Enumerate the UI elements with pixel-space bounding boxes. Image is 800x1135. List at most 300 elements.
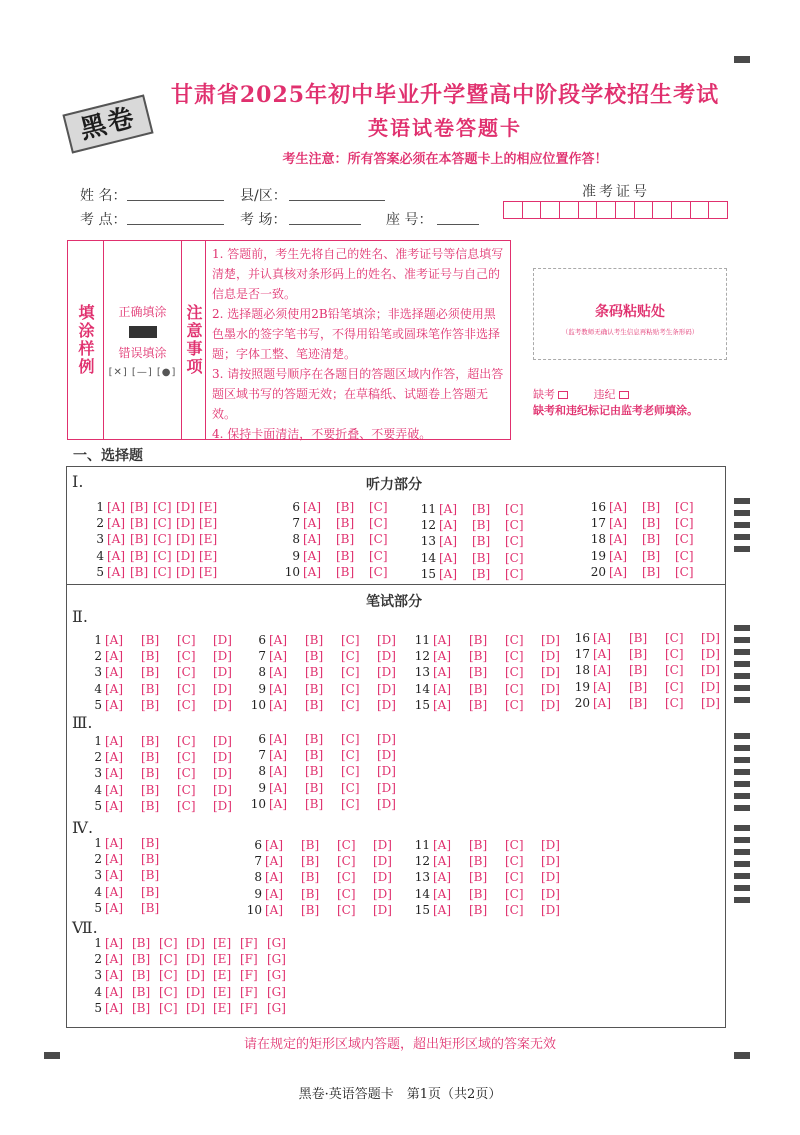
answer-option-b[interactable]: [B] [141, 836, 160, 850]
answer-option-c[interactable]: [C] [505, 649, 524, 664]
answer-option-c[interactable]: [C] [159, 952, 178, 967]
answer-option-d[interactable]: [D] [377, 732, 396, 746]
answer-option-a[interactable]: [A] [269, 633, 288, 647]
admission-digit-cell[interactable] [579, 202, 598, 218]
answer-option-b[interactable]: [B] [141, 750, 160, 765]
answer-option-d[interactable]: [D] [701, 679, 720, 694]
answer-option-b[interactable]: [B] [305, 748, 324, 763]
answer-option-c[interactable]: [C] [341, 780, 360, 795]
admission-digit-cell[interactable] [653, 202, 672, 218]
answer-option-c[interactable]: [C] [369, 516, 388, 531]
answer-option-a[interactable]: [A] [609, 516, 628, 531]
answer-option-e[interactable]: [E] [213, 984, 232, 999]
answer-option-a[interactable]: [A] [269, 796, 288, 811]
answer-option-b[interactable]: [B] [141, 798, 160, 813]
answer-option-c[interactable]: [C] [675, 500, 694, 514]
answer-option-c[interactable]: [C] [505, 566, 524, 581]
answer-option-a[interactable]: [A] [265, 902, 284, 917]
answer-option-a[interactable]: [A] [439, 550, 458, 565]
answer-option-b[interactable]: [B] [642, 516, 661, 531]
answer-option-c[interactable]: [C] [153, 516, 172, 531]
answer-option-d[interactable]: [D] [186, 968, 205, 983]
answer-option-a[interactable]: [A] [433, 665, 452, 680]
answer-option-a[interactable]: [A] [303, 516, 322, 531]
answer-option-b[interactable]: [B] [141, 697, 160, 712]
answer-option-a[interactable]: [A] [265, 886, 284, 901]
answer-option-a[interactable]: [A] [593, 695, 612, 710]
answer-option-a[interactable]: [A] [105, 836, 124, 850]
answer-option-a[interactable]: [A] [107, 564, 126, 579]
answer-option-d[interactable]: [D] [541, 854, 560, 869]
answer-option-a[interactable]: [A] [265, 854, 284, 869]
answer-option-c[interactable]: [C] [341, 732, 360, 746]
answer-option-a[interactable]: [A] [105, 766, 124, 781]
answer-option-c[interactable]: [C] [337, 870, 356, 885]
answer-option-c[interactable]: [C] [341, 697, 360, 712]
answer-option-c[interactable]: [C] [159, 968, 178, 983]
answer-option-d[interactable]: [D] [377, 780, 396, 795]
answer-option-b[interactable]: [B] [629, 695, 648, 710]
admission-digit-cell[interactable] [691, 202, 710, 218]
answer-option-b[interactable]: [B] [472, 566, 491, 581]
answer-option-a[interactable]: [A] [105, 936, 124, 950]
answer-option-d[interactable]: [D] [213, 782, 232, 797]
answer-option-f[interactable]: [F] [240, 1000, 258, 1015]
answer-option-c[interactable]: [C] [153, 500, 172, 514]
answer-option-d[interactable]: [D] [213, 798, 232, 813]
answer-option-c[interactable]: [C] [369, 532, 388, 547]
answer-option-a[interactable]: [A] [433, 870, 452, 885]
answer-option-d[interactable]: [D] [541, 886, 560, 901]
answer-option-b[interactable]: [B] [336, 548, 355, 563]
answer-option-d[interactable]: [D] [377, 764, 396, 779]
timing-mark [734, 745, 750, 751]
answer-option-c[interactable]: [C] [153, 564, 172, 579]
answer-option-c[interactable]: [C] [177, 649, 196, 664]
answer-option-a[interactable]: [A] [107, 532, 126, 547]
answer-option-b[interactable]: [B] [301, 854, 320, 869]
admission-digit-cell[interactable] [597, 202, 616, 218]
question-number: 6 [292, 500, 300, 514]
answer-option-c[interactable]: [C] [177, 633, 196, 647]
answer-option-a[interactable]: [A] [433, 697, 452, 712]
answer-option-b[interactable]: [B] [469, 886, 488, 901]
answer-option-c[interactable]: [C] [505, 697, 524, 712]
answer-option-c[interactable]: [C] [505, 534, 524, 549]
answer-option-b[interactable]: [B] [305, 665, 324, 680]
answer-option-b[interactable]: [B] [472, 534, 491, 549]
admission-number-boxes[interactable] [503, 201, 728, 219]
answer-option-c[interactable]: [C] [665, 663, 684, 678]
answer-option-a[interactable]: [A] [303, 548, 322, 563]
answer-option-a[interactable]: [A] [105, 798, 124, 813]
answer-option-a[interactable]: [A] [269, 780, 288, 795]
answer-option-d[interactable]: [D] [213, 633, 232, 647]
answer-option-a[interactable]: [A] [593, 663, 612, 678]
answer-option-b[interactable]: [B] [141, 884, 160, 899]
admission-digit-cell[interactable] [541, 202, 560, 218]
answer-option-a[interactable]: [A] [439, 534, 458, 549]
answer-option-e[interactable]: [E] [213, 952, 232, 967]
answer-option-a[interactable]: [A] [433, 633, 452, 647]
answer-option-c[interactable]: [C] [675, 516, 694, 531]
answer-option-g[interactable]: [G] [267, 952, 286, 967]
answer-option-c[interactable]: [C] [341, 633, 360, 647]
answer-option-f[interactable]: [F] [240, 984, 258, 999]
answer-option-c[interactable]: [C] [159, 984, 178, 999]
answer-option-d[interactable]: [D] [373, 854, 392, 869]
answer-option-c[interactable]: [C] [675, 532, 694, 547]
answer-option-c[interactable]: [C] [675, 564, 694, 579]
answer-option-a[interactable]: [A] [269, 681, 288, 696]
answer-option-b[interactable]: [B] [336, 564, 355, 579]
answer-option-b[interactable]: [B] [141, 681, 160, 696]
answer-option-a[interactable]: [A] [593, 647, 612, 662]
answer-option-b[interactable]: [B] [141, 900, 160, 915]
answer-option-a[interactable]: [A] [105, 649, 124, 664]
answer-option-a[interactable]: [A] [105, 900, 124, 915]
answer-option-c[interactable]: [C] [153, 532, 172, 547]
answer-option-c[interactable]: [C] [369, 564, 388, 579]
answer-option-b[interactable]: [B] [132, 984, 151, 999]
answer-option-b[interactable]: [B] [629, 647, 648, 662]
answer-option-b[interactable]: [B] [629, 631, 648, 645]
answer-option-a[interactable]: [A] [433, 902, 452, 917]
admission-digit-cell[interactable] [523, 202, 542, 218]
answer-option-b[interactable]: [B] [629, 679, 648, 694]
answer-option-b[interactable]: [B] [336, 532, 355, 547]
answer-option-c[interactable]: [C] [177, 782, 196, 797]
answer-option-c[interactable]: [C] [341, 649, 360, 664]
question-row [80, 835, 177, 851]
violation-checkbox[interactable] [619, 391, 629, 399]
answer-option-d[interactable]: [D] [701, 663, 720, 678]
answer-option-a[interactable]: [A] [303, 500, 322, 514]
exam-site-field[interactable] [127, 224, 224, 225]
answer-option-b[interactable]: [B] [472, 502, 491, 516]
admission-digit-cell[interactable] [560, 202, 579, 218]
answer-option-a[interactable]: [A] [433, 649, 452, 664]
answer-option-b[interactable]: [B] [469, 697, 488, 712]
answer-option-c[interactable]: [C] [505, 838, 524, 852]
answer-option-c[interactable]: [C] [505, 886, 524, 901]
admission-digit-cell[interactable] [635, 202, 654, 218]
answer-option-g[interactable]: [G] [267, 968, 286, 983]
answer-option-c[interactable]: [C] [177, 766, 196, 781]
answer-option-b[interactable]: [B] [141, 633, 160, 647]
answer-option-e[interactable]: [E] [199, 564, 218, 579]
answer-option-a[interactable]: [A] [105, 782, 124, 797]
answer-option-d[interactable]: [D] [176, 516, 195, 531]
answer-option-g[interactable]: [G] [267, 1000, 286, 1015]
answer-option-d[interactable]: [D] [377, 649, 396, 664]
answer-option-d[interactable]: [D] [541, 902, 560, 917]
answer-option-a[interactable]: [A] [105, 633, 124, 647]
answer-option-b[interactable]: [B] [130, 548, 149, 563]
answer-option-a[interactable]: [A] [609, 548, 628, 563]
answer-option-b[interactable]: [B] [469, 681, 488, 696]
answer-option-a[interactable]: [A] [105, 734, 124, 748]
answer-option-a[interactable]: [A] [105, 697, 124, 712]
answer-option-b[interactable]: [B] [305, 780, 324, 795]
answer-option-g[interactable]: [G] [267, 984, 286, 999]
answer-option-b[interactable]: [B] [301, 838, 320, 852]
answer-option-f[interactable]: [F] [240, 936, 258, 950]
answer-option-b[interactable]: [B] [305, 796, 324, 811]
answer-option-e[interactable]: [E] [213, 968, 232, 983]
answer-option-d[interactable]: [D] [213, 734, 232, 748]
answer-option-a[interactable]: [A] [265, 870, 284, 885]
answer-option-b[interactable]: [B] [132, 936, 151, 950]
answer-option-d[interactable]: [D] [377, 681, 396, 696]
answer-option-a[interactable]: [A] [433, 886, 452, 901]
answer-option-b[interactable]: [B] [141, 852, 160, 867]
answer-option-a[interactable]: [A] [303, 532, 322, 547]
answer-option-e[interactable]: [E] [213, 1000, 232, 1015]
answer-option-b[interactable]: [B] [301, 902, 320, 917]
answer-option-d[interactable]: [D] [373, 902, 392, 917]
answer-option-c[interactable]: [C] [341, 681, 360, 696]
answer-option-d[interactable]: [D] [701, 647, 720, 662]
answer-option-c[interactable]: [C] [665, 631, 684, 645]
answer-option-c[interactable]: [C] [665, 679, 684, 694]
answer-option-b[interactable]: [B] [336, 500, 355, 514]
absent-checkbox[interactable] [558, 391, 568, 399]
answer-option-a[interactable]: [A] [269, 732, 288, 746]
answer-option-c[interactable]: [C] [675, 548, 694, 563]
answer-option-c[interactable]: [C] [505, 550, 524, 565]
answer-option-c[interactable]: [C] [159, 1000, 178, 1015]
answer-option-a[interactable]: [A] [433, 854, 452, 869]
answer-option-b[interactable]: [B] [305, 681, 324, 696]
answer-option-d[interactable]: [D] [541, 665, 560, 680]
answer-option-b[interactable]: [B] [305, 697, 324, 712]
answer-option-b[interactable]: [B] [132, 968, 151, 983]
answer-option-b[interactable]: [B] [130, 500, 149, 514]
answer-option-b[interactable]: [B] [301, 886, 320, 901]
answer-option-c[interactable]: [C] [369, 548, 388, 563]
answer-option-d[interactable]: [D] [213, 649, 232, 664]
answer-option-d[interactable]: [D] [701, 631, 720, 645]
seat-field[interactable] [437, 224, 479, 225]
answer-option-a[interactable]: [A] [439, 502, 458, 516]
answer-option-d[interactable]: [D] [701, 695, 720, 710]
answer-option-b[interactable]: [B] [469, 870, 488, 885]
answer-option-b[interactable]: [B] [132, 1000, 151, 1015]
answer-option-b[interactable]: [B] [130, 516, 149, 531]
answer-option-e[interactable]: [E] [199, 500, 218, 514]
question-group [80, 632, 249, 713]
admission-digit-cell[interactable] [709, 202, 727, 218]
answer-option-b[interactable]: [B] [642, 532, 661, 547]
answer-option-b[interactable]: [B] [469, 649, 488, 664]
answer-option-b[interactable]: [B] [642, 500, 661, 514]
answer-option-d[interactable]: [D] [541, 681, 560, 696]
answer-option-a[interactable]: [A] [107, 548, 126, 563]
answer-option-c[interactable]: [C] [337, 886, 356, 901]
answer-option-c[interactable]: [C] [341, 665, 360, 680]
answer-option-a[interactable]: [A] [105, 984, 124, 999]
answer-option-d[interactable]: [D] [541, 870, 560, 885]
answer-option-b[interactable]: [B] [141, 782, 160, 797]
answer-option-b[interactable]: [B] [141, 649, 160, 664]
answer-option-c[interactable]: [C] [505, 854, 524, 869]
answer-option-d[interactable]: [D] [377, 633, 396, 647]
answer-option-c[interactable]: [C] [341, 748, 360, 763]
answer-option-b[interactable]: [B] [301, 870, 320, 885]
answer-option-a[interactable]: [A] [269, 665, 288, 680]
answer-option-b[interactable]: [B] [469, 665, 488, 680]
answer-option-c[interactable]: [C] [341, 796, 360, 811]
answer-option-b[interactable]: [B] [141, 868, 160, 883]
answer-option-c[interactable]: [C] [177, 665, 196, 680]
answer-option-d[interactable]: [D] [213, 697, 232, 712]
answer-option-c[interactable]: [C] [177, 734, 196, 748]
answer-option-d[interactable]: [D] [541, 838, 560, 852]
answer-option-c[interactable]: [C] [505, 502, 524, 516]
answer-option-d[interactable]: [D] [377, 697, 396, 712]
answer-option-a[interactable]: [A] [433, 681, 452, 696]
answer-option-c[interactable]: [C] [369, 500, 388, 514]
answer-option-b[interactable]: [B] [130, 532, 149, 547]
answer-option-b[interactable]: [B] [472, 518, 491, 533]
answer-option-d[interactable]: [D] [541, 633, 560, 647]
answer-option-d[interactable]: [D] [373, 838, 392, 852]
answer-option-c[interactable]: [C] [505, 902, 524, 917]
answer-option-b[interactable]: [B] [642, 564, 661, 579]
answer-option-c[interactable]: [C] [177, 750, 196, 765]
answer-option-d[interactable]: [D] [176, 548, 195, 563]
answer-option-c[interactable]: [C] [505, 665, 524, 680]
answer-option-c[interactable]: [C] [505, 870, 524, 885]
answer-option-a[interactable]: [A] [105, 750, 124, 765]
answer-option-a[interactable]: [A] [269, 649, 288, 664]
answer-option-b[interactable]: [B] [469, 838, 488, 852]
answer-option-d[interactable]: [D] [377, 748, 396, 763]
answer-option-a[interactable]: [A] [107, 516, 126, 531]
answer-option-b[interactable]: [B] [336, 516, 355, 531]
answer-option-a[interactable]: [A] [609, 564, 628, 579]
answer-option-d[interactable]: [D] [373, 886, 392, 901]
answer-option-d[interactable]: [D] [176, 500, 195, 514]
answer-option-d[interactable]: [D] [176, 532, 195, 547]
answer-option-e[interactable]: [E] [199, 516, 218, 531]
answer-option-b[interactable]: [B] [141, 734, 160, 748]
answer-option-e[interactable]: [E] [199, 532, 218, 547]
answer-option-c[interactable]: [C] [337, 902, 356, 917]
answer-option-a[interactable]: [A] [265, 838, 284, 852]
answer-option-d[interactable]: [D] [186, 936, 205, 950]
answer-option-a[interactable]: [A] [303, 564, 322, 579]
answer-option-d[interactable]: [D] [186, 1000, 205, 1015]
admission-digit-cell[interactable] [616, 202, 635, 218]
exam-room-field[interactable] [289, 224, 361, 225]
answer-option-g[interactable]: [G] [267, 936, 286, 950]
answer-option-c[interactable]: [C] [177, 681, 196, 696]
answer-option-e[interactable]: [E] [213, 936, 232, 950]
answer-option-a[interactable]: [A] [105, 968, 124, 983]
answer-option-c[interactable]: [C] [337, 838, 356, 852]
answer-option-f[interactable]: [F] [240, 952, 258, 967]
answer-option-b[interactable]: [B] [642, 548, 661, 563]
answer-option-d[interactable]: [D] [541, 649, 560, 664]
answer-option-d[interactable]: [D] [541, 697, 560, 712]
answer-option-a[interactable]: [A] [105, 852, 124, 867]
answer-option-c[interactable]: [C] [341, 764, 360, 779]
answer-option-a[interactable]: [A] [269, 697, 288, 712]
answer-option-a[interactable]: [A] [105, 884, 124, 899]
answer-option-d[interactable]: [D] [213, 681, 232, 696]
answer-option-c[interactable]: [C] [665, 695, 684, 710]
answer-option-b[interactable]: [B] [130, 564, 149, 579]
answer-option-a[interactable]: [A] [439, 566, 458, 581]
county-field[interactable] [289, 200, 385, 201]
answer-option-b[interactable]: [B] [469, 854, 488, 869]
answer-option-a[interactable]: [A] [107, 500, 126, 514]
admission-digit-cell[interactable] [672, 202, 691, 218]
answer-option-b[interactable]: [B] [141, 665, 160, 680]
answer-option-c[interactable]: [C] [177, 697, 196, 712]
answer-option-a[interactable]: [A] [105, 681, 124, 696]
answer-option-c[interactable]: [C] [665, 647, 684, 662]
answer-option-d[interactable]: [D] [377, 796, 396, 811]
answer-option-c[interactable]: [C] [337, 854, 356, 869]
answer-option-d[interactable]: [D] [377, 665, 396, 680]
answer-option-a[interactable]: [A] [609, 500, 628, 514]
answer-option-f[interactable]: [F] [240, 968, 258, 983]
answer-option-c[interactable]: [C] [505, 681, 524, 696]
answer-option-a[interactable]: [A] [269, 748, 288, 763]
answer-option-a[interactable]: [A] [593, 679, 612, 694]
answer-option-b[interactable]: [B] [629, 663, 648, 678]
answer-option-b[interactable]: [B] [472, 550, 491, 565]
answer-option-a[interactable]: [A] [105, 665, 124, 680]
answer-option-c[interactable]: [C] [159, 936, 178, 950]
answer-option-a[interactable]: [A] [269, 764, 288, 779]
admission-digit-cell[interactable] [504, 202, 523, 218]
answer-option-b[interactable]: [B] [469, 633, 488, 647]
answer-option-a[interactable]: [A] [105, 868, 124, 883]
answer-option-a[interactable]: [A] [439, 518, 458, 533]
answer-option-d[interactable]: [D] [373, 870, 392, 885]
answer-option-a[interactable]: [A] [609, 532, 628, 547]
answer-option-a[interactable]: [A] [105, 952, 124, 967]
answer-option-c[interactable]: [C] [177, 798, 196, 813]
answer-option-b[interactable]: [B] [305, 732, 324, 746]
answer-option-d[interactable]: [D] [213, 665, 232, 680]
answer-option-c[interactable]: [C] [505, 518, 524, 533]
answer-option-a[interactable]: [A] [433, 838, 452, 852]
answer-option-d[interactable]: [D] [186, 984, 205, 999]
answer-option-b[interactable]: [B] [141, 766, 160, 781]
answer-option-d[interactable]: [D] [213, 750, 232, 765]
answer-option-a[interactable]: [A] [105, 1000, 124, 1015]
question-row [580, 548, 708, 564]
answer-option-c[interactable]: [C] [505, 633, 524, 647]
answer-option-d[interactable]: [D] [176, 564, 195, 579]
answer-option-b[interactable]: [B] [469, 902, 488, 917]
answer-option-c[interactable]: [C] [153, 548, 172, 563]
answer-option-e[interactable]: [E] [199, 548, 218, 563]
answer-option-b[interactable]: [B] [305, 764, 324, 779]
answer-option-b[interactable]: [B] [132, 952, 151, 967]
name-field[interactable] [127, 200, 224, 201]
answer-option-d[interactable]: [D] [186, 952, 205, 967]
answer-option-b[interactable]: [B] [305, 633, 324, 647]
answer-option-a[interactable]: [A] [593, 631, 612, 645]
answer-option-d[interactable]: [D] [213, 766, 232, 781]
answer-option-b[interactable]: [B] [305, 649, 324, 664]
